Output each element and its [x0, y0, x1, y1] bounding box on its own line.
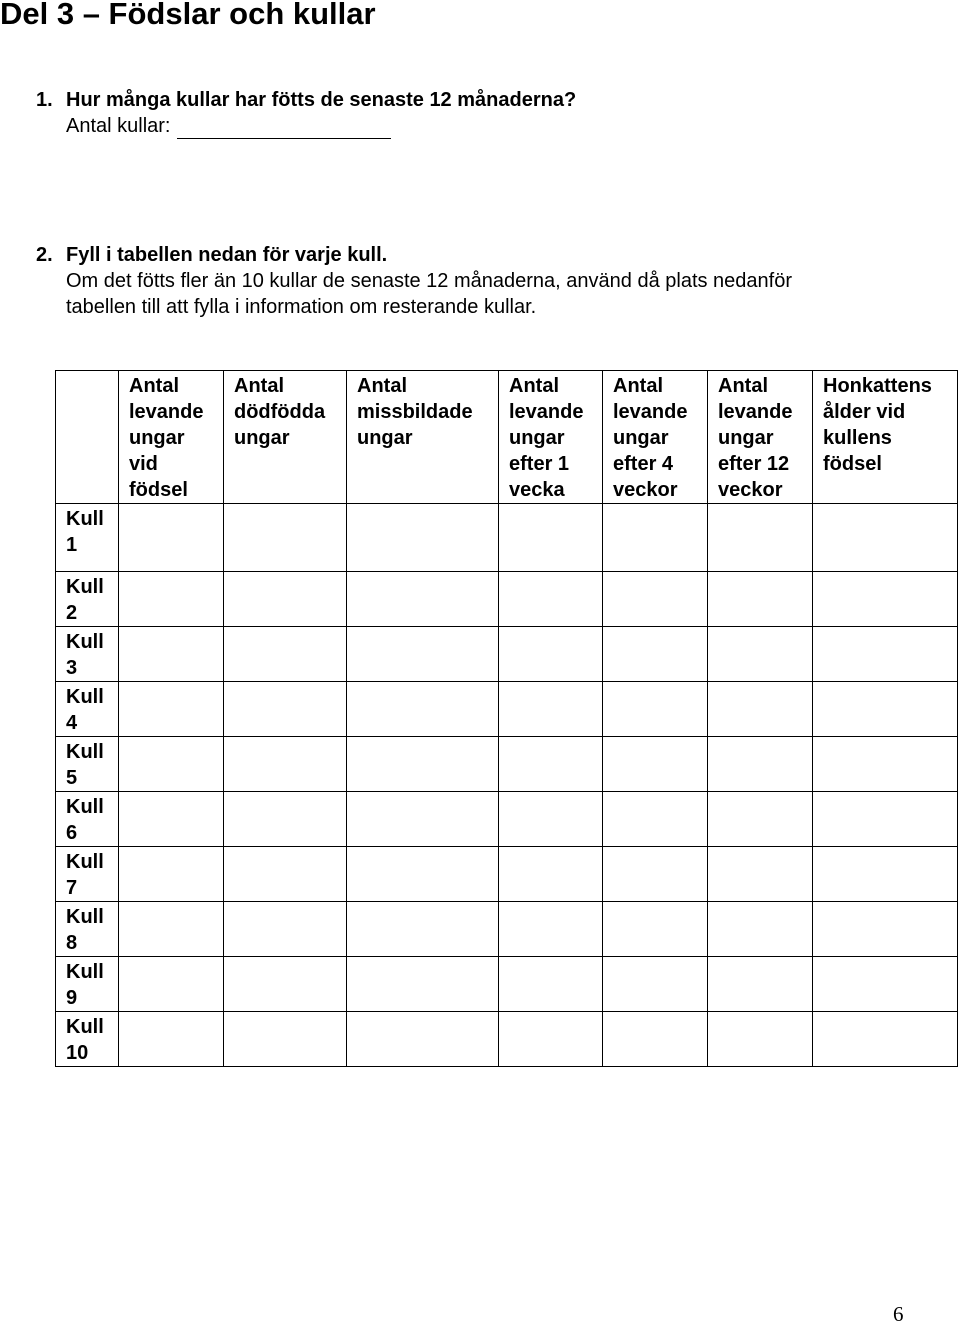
question-2-number: 2. [36, 244, 53, 266]
table-cell[interactable] [813, 682, 958, 737]
question-1-text: Hur många kullar har fötts de senaste 12 månaderna? [66, 89, 577, 111]
table-cell[interactable] [224, 957, 347, 1012]
row-label: Kull 8 [56, 902, 119, 957]
litter-count-field[interactable] [177, 118, 391, 139]
table-cell[interactable] [347, 627, 499, 682]
table-cell[interactable] [603, 504, 708, 572]
table-cell[interactable] [119, 627, 224, 682]
table-row [56, 957, 958, 1012]
table-cell[interactable] [603, 572, 708, 627]
table-header: Antal levande ungar vid födsel [119, 371, 224, 504]
question-2-text: Fyll i tabellen nedan för varje kull. [66, 244, 388, 266]
table-cell[interactable] [708, 847, 813, 902]
table-cell[interactable] [603, 682, 708, 737]
table-cell[interactable] [603, 1012, 708, 1067]
question-1-number: 1. [36, 89, 53, 111]
table-cell[interactable] [499, 902, 603, 957]
table-cell[interactable] [603, 627, 708, 682]
table-cell[interactable] [813, 1012, 958, 1067]
row-label: Kull 4 [56, 682, 119, 737]
table-cell[interactable] [224, 737, 347, 792]
table-row [56, 1012, 958, 1067]
table-cell[interactable] [347, 847, 499, 902]
table-cell[interactable] [119, 737, 224, 792]
table-cell[interactable] [119, 902, 224, 957]
table-row [56, 737, 958, 792]
table-cell[interactable] [347, 1012, 499, 1067]
table-cell[interactable] [708, 957, 813, 1012]
table-cell[interactable] [224, 792, 347, 847]
table-cell[interactable] [119, 957, 224, 1012]
table-cell[interactable] [119, 504, 224, 572]
table-cell[interactable] [603, 957, 708, 1012]
table-row [56, 682, 958, 737]
table-cell[interactable] [224, 572, 347, 627]
table-cell[interactable] [499, 682, 603, 737]
table-cell[interactable] [224, 902, 347, 957]
table-cell[interactable] [603, 847, 708, 902]
table-header: Antal levande ungar efter 1 vecka [499, 371, 603, 504]
table-cell[interactable] [813, 957, 958, 1012]
table-header: Antal levande ungar efter 12 veckor [708, 371, 813, 504]
table-cell[interactable] [499, 504, 603, 572]
table-cell[interactable] [499, 1012, 603, 1067]
table-cell[interactable] [708, 1012, 813, 1067]
table-cell[interactable] [603, 737, 708, 792]
table-cell[interactable] [347, 572, 499, 627]
table-cell[interactable] [813, 627, 958, 682]
row-label: Kull 1 [56, 504, 119, 572]
table-cell[interactable] [119, 682, 224, 737]
table-cell[interactable] [708, 792, 813, 847]
page-number: 6 [893, 1302, 904, 1326]
table-cell[interactable] [603, 902, 708, 957]
table-row [56, 572, 958, 627]
table-row [56, 902, 958, 957]
litter-table [55, 370, 958, 1067]
row-label: Kull 10 [56, 1012, 119, 1067]
table-cell[interactable] [708, 627, 813, 682]
table-row [56, 792, 958, 847]
table-cell[interactable] [224, 682, 347, 737]
row-label: Kull 5 [56, 737, 119, 792]
table-cell[interactable] [119, 792, 224, 847]
table-cell[interactable] [224, 627, 347, 682]
table-cell[interactable] [813, 572, 958, 627]
table-cell[interactable] [499, 957, 603, 1012]
row-label: Kull 2 [56, 572, 119, 627]
table-cell[interactable] [813, 792, 958, 847]
table-cell[interactable] [119, 847, 224, 902]
table-cell[interactable] [499, 792, 603, 847]
question-2-note-line1: Om det fötts fler än 10 kullar de senaste 12 månaderna, använd då plats nedanför [66, 270, 793, 292]
table-header: Antal dödfödda ungar [224, 371, 347, 504]
table-cell[interactable] [813, 504, 958, 572]
table-cell[interactable] [603, 792, 708, 847]
answer-label: Antal kullar: [66, 115, 171, 137]
table-cell[interactable] [813, 902, 958, 957]
table-cell[interactable] [224, 847, 347, 902]
row-label: Kull 7 [56, 847, 119, 902]
table-cell[interactable] [499, 627, 603, 682]
table-cell[interactable] [347, 957, 499, 1012]
row-label: Kull 9 [56, 957, 119, 1012]
table-cell[interactable] [119, 1012, 224, 1067]
row-label: Kull 6 [56, 792, 119, 847]
table-cell[interactable] [224, 1012, 347, 1067]
table-cell[interactable] [499, 572, 603, 627]
table-cell[interactable] [813, 847, 958, 902]
table-cell[interactable] [224, 504, 347, 572]
table-header-row [56, 371, 958, 504]
table-cell[interactable] [708, 504, 813, 572]
table-cell[interactable] [119, 572, 224, 627]
question-2-note-line2: tabellen till att fylla i information om resterande kullar. [66, 296, 537, 318]
table-cell[interactable] [347, 737, 499, 792]
table-cell[interactable] [708, 902, 813, 957]
table-row [56, 847, 958, 902]
table-header: Honkattens ålder vid kullens födsel [813, 371, 958, 504]
table-cell[interactable] [347, 682, 499, 737]
table-cell[interactable] [708, 572, 813, 627]
page-title: Del 3 – Födslar och kullar [0, 0, 376, 31]
table-cell[interactable] [813, 737, 958, 792]
table-cell[interactable] [708, 682, 813, 737]
table-cell[interactable] [347, 902, 499, 957]
table-cell[interactable] [708, 737, 813, 792]
row-label: Kull 3 [56, 627, 119, 682]
table-cell[interactable] [499, 847, 603, 902]
table-cell[interactable] [499, 737, 603, 792]
table-row [56, 504, 958, 572]
table-header: Antal missbildade ungar [347, 371, 499, 504]
table-header: Antal levande ungar efter 4 veckor [603, 371, 708, 504]
table-row [56, 627, 958, 682]
table-header-corner [56, 371, 119, 504]
table-cell[interactable] [347, 504, 499, 572]
table-cell[interactable] [347, 792, 499, 847]
